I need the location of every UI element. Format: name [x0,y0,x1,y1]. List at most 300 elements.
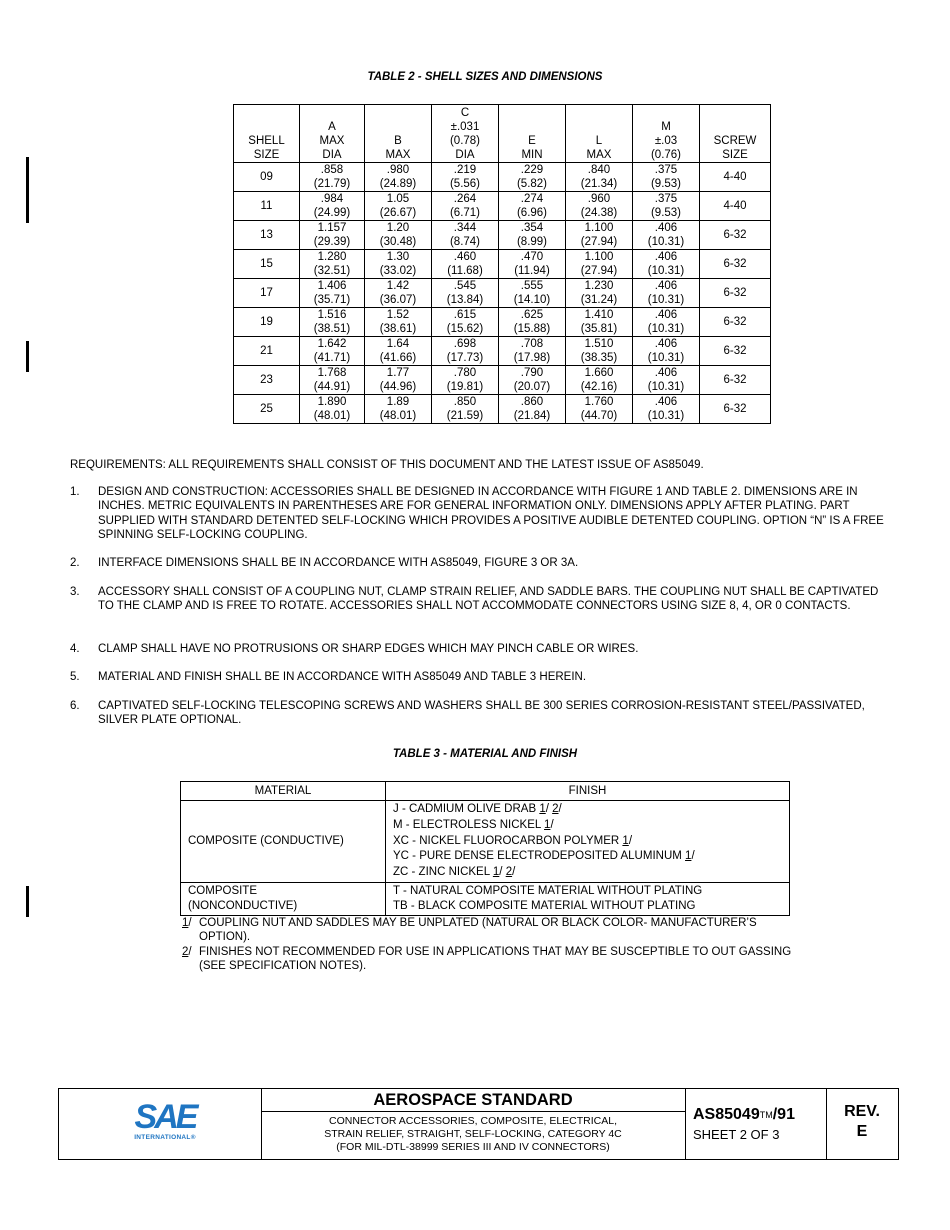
dimension-cell [432,308,499,337]
mm-value: (19.81) [446,381,484,393]
table2-col-header [499,105,566,163]
note-text: COUPLING NUT AND SADDLES MAY BE UNPLATED (NATURAL OR BLACK COLOR- MANUFACTURER’S OPTION). [199,917,757,944]
mm-value: (10.31) [647,236,685,248]
table-row [234,337,771,366]
note-ref: 2 [552,803,559,815]
screw-size-cell: 4-40 [700,163,771,192]
finish-line [393,849,788,865]
dimension-cell [300,337,365,366]
header-line: SIZE [722,149,748,161]
mm-value: (31.24) [580,294,618,306]
note-slash: / [188,917,192,929]
dimension-cell [499,308,566,337]
inch-value: 1.100 [584,251,614,263]
mm-value: (8.74) [449,236,481,248]
screw-size-cell: 6-32 [700,337,771,366]
requirement-item [70,699,890,728]
mm-value: (6.71) [449,207,481,219]
dimension-cell [365,366,432,395]
mm-value: (24.89) [379,178,417,190]
dimension-cell [566,279,633,308]
header-line: ±.03 [654,135,678,147]
dimension-cell [566,308,633,337]
requirement-item [70,670,890,684]
dimension-cell [432,279,499,308]
finish-text: XC - NICKEL FLUOROCARBON POLYMER [393,834,623,847]
inch-value: 1.642 [317,338,347,350]
nonconductive-finishes [386,882,790,915]
dimension-cell [499,337,566,366]
shell-sizes-table [233,104,771,424]
mm-value: (27.94) [580,236,618,248]
inch-value: .375 [654,193,678,205]
header-line: SHELL [248,135,285,147]
inch-value: .264 [453,193,477,205]
note-slash: / [499,866,506,879]
dimension-cell [633,366,700,395]
shell-size-cell: 09 [234,163,300,192]
dimension-cell [499,395,566,424]
mm-value: (14.10) [513,294,551,306]
registered-mark: ® [190,1134,196,1141]
mm-value: (48.01) [379,410,417,422]
mm-value: (21.34) [580,178,618,190]
table2-col-header [566,105,633,163]
inch-value: 1.890 [317,396,347,408]
change-bar [26,341,29,372]
title-block [58,1088,899,1160]
table-row [234,308,771,337]
mm-value: (10.31) [647,352,685,364]
dimension-cell [633,337,700,366]
table-note [180,945,800,974]
dimension-cell [633,279,700,308]
header-line: L [595,135,603,147]
material-finish-table [180,781,790,916]
shell-size-cell: 13 [234,221,300,250]
note-slash: / [691,850,695,863]
requirement-item [70,642,890,656]
mm-value: (10.31) [647,410,685,422]
requirement-text: ACCESSORY SHALL CONSIST OF A COUPLING NUT, CLAMP STRAIN RELIEF, AND SADDLE BARS. THE COUPLING NUT SHALL BE CAPTIVATED TO THE CLAMP AND IS FREE TO ROTATE. ACCESSORIES SHALL NOT ACCOMMODATE CONNECTORS USING SIZE 8, 4, OR 0 CONTACTS. [98,586,879,613]
inch-value: 1.64 [386,338,410,350]
header-line: SIZE [253,149,280,161]
finish-line: T - NATURAL COMPOSITE MATERIAL WITHOUT PLATING [393,884,703,897]
note-ref: 1 [492,866,500,879]
inch-value: 1.05 [386,193,410,205]
note-slash: / [558,803,562,815]
inch-value: .625 [520,309,544,321]
note-number: 1 [182,917,189,929]
dimension-cell [300,250,365,279]
desc-line1: CONNECTOR ACCESSORIES, COMPOSITE, ELECTRICAL, [328,1115,618,1127]
dimension-cell [633,221,700,250]
header-line: E [528,135,536,147]
dimension-cell [566,250,633,279]
inch-value: .960 [587,193,611,205]
inch-value: .375 [654,164,678,176]
inch-value: 1.510 [584,338,614,350]
change-bar [26,157,29,223]
table-row [234,192,771,221]
requirement-text: MATERIAL AND FINISH SHALL BE IN ACCORDANCE WITH AS85049 AND TABLE 3 HEREIN. [98,671,587,683]
revision-cell [826,1089,898,1159]
mm-value: (24.99) [313,207,351,219]
finish-text: J - CADMIUM OLIVE DRAB [393,803,540,815]
inch-value: .274 [520,193,544,205]
mm-value: (44.70) [580,410,618,422]
table2-col-header [432,105,499,163]
header-line: B [394,135,402,147]
inch-value: .780 [453,367,477,379]
inch-value: 1.52 [386,309,410,321]
table-row [234,163,771,192]
requirement-text: INTERFACE DIMENSIONS SHALL BE IN ACCORDANCE WITH AS85049, FIGURE 3 OR 3A. [98,557,579,569]
dimension-cell [432,395,499,424]
dimension-cell [432,366,499,395]
shell-size-cell: 25 [234,395,300,424]
material-header: MATERIAL [181,782,386,801]
mm-value: (38.35) [580,352,618,364]
inch-value: 1.30 [386,251,410,263]
dimension-cell [300,163,365,192]
note-slash: / [512,866,516,879]
inch-value: 1.100 [584,222,614,234]
finish-text: YC - PURE DENSE ELECTRODEPOSITED ALUMINUM [393,850,686,863]
inch-value: 1.89 [386,396,410,408]
note-ref: 1 [539,803,546,815]
mm-value: (38.61) [379,323,417,335]
change-bar [26,886,29,917]
dimension-cell [633,192,700,221]
mm-value: (29.39) [313,236,351,248]
doc-suffix: /91 [772,1106,795,1123]
inch-value: .406 [654,280,678,292]
requirements-intro: REQUIREMENTS: ALL REQUIREMENTS SHALL CONSIST OF THIS DOCUMENT AND THE LATEST ISSUE OF AS85049. [70,459,704,471]
header-line: (0.78) [449,135,481,147]
standard-title: AEROSPACE STANDARD [261,1089,685,1112]
mm-value: (6.96) [516,207,548,219]
doc-number-cell [685,1089,827,1159]
inch-value: 1.77 [386,367,410,379]
table2-caption: TABLE 2 - SHELL SIZES AND DIMENSIONS [367,71,603,83]
requirement-number: 2. [70,557,80,569]
note-number: 2 [182,945,189,958]
screw-size-cell: 6-32 [700,279,771,308]
inch-value: 1.410 [584,309,614,321]
shell-size-cell: 19 [234,308,300,337]
dimension-cell [300,366,365,395]
dimension-cell [365,250,432,279]
shell-size-cell: 23 [234,366,300,395]
mm-value: (30.48) [379,236,417,248]
material-nonconductive [181,882,386,915]
mm-value: (17.98) [513,352,551,364]
mm-value: (33.02) [379,265,417,277]
dimension-cell [566,337,633,366]
inch-value: .858 [320,164,344,176]
inch-value: .406 [654,396,678,408]
mm-value: (10.31) [647,323,685,335]
inch-value: .860 [520,396,544,408]
inch-value: 1.406 [317,280,347,292]
requirement-number: 5. [70,671,80,683]
dimension-cell [300,192,365,221]
inch-value: .406 [654,222,678,234]
dimension-cell [300,308,365,337]
mm-value: (21.59) [446,410,484,422]
requirement-number: 4. [70,643,80,655]
dimension-cell [432,337,499,366]
mm-value: (32.51) [313,265,351,277]
requirement-item [70,556,890,570]
note-slash: / [188,945,192,958]
note-marker [182,945,192,959]
inch-value: .406 [654,338,678,350]
dimension-cell [300,221,365,250]
dimension-cell [566,221,633,250]
requirement-item [70,585,890,614]
finish-text: M - ELECTROLESS NICKEL [393,818,545,831]
dimension-cell [566,163,633,192]
shell-size-cell: 11 [234,192,300,221]
dimension-cell [432,163,499,192]
desc-line3: (FOR MIL-DTL-38999 SERIES III AND IV CONNECTORS) [336,1141,610,1153]
requirement-text: CAPTIVATED SELF-LOCKING TELESCOPING SCREWS AND WASHERS SHALL BE 300 SERIES CORROSION-RESISTANT STEEL/PASSIVATED, SILVER PLATE OPTIONAL. [98,700,865,727]
header-line: DIA [455,149,475,161]
screw-size-cell: 6-32 [700,308,771,337]
mm-value: (10.31) [647,381,685,393]
material-nonconductive-line2: (NONCONDUCTIVE) [188,899,298,912]
mm-value: (5.82) [516,178,548,190]
dimension-cell [432,192,499,221]
inch-value: .980 [386,164,410,176]
table2-col-header [633,105,700,163]
note-ref: 1 [544,818,551,831]
dimension-cell [365,221,432,250]
mm-value: (11.94) [514,265,550,277]
screw-size-cell: 6-32 [700,395,771,424]
table-row [234,279,771,308]
table2-col-header [700,105,771,163]
mm-value: (15.62) [446,323,484,335]
dimension-cell [499,192,566,221]
header-line: ±.031 [450,121,480,133]
dimension-cell [365,279,432,308]
screw-size-cell: 6-32 [700,366,771,395]
mm-value: (26.67) [379,207,417,219]
inch-value: .460 [453,251,477,263]
inch-value: 1.157 [317,222,347,234]
title-cell [261,1089,686,1159]
rev-value: E [856,1123,868,1140]
header-line: C [460,107,470,119]
inch-value: .984 [320,193,344,205]
mm-value: (9.53) [650,207,682,219]
header-line: MAX [385,149,411,161]
note-marker [182,916,192,930]
note-slash: / [545,803,553,815]
inch-value: 1.660 [584,367,614,379]
dimension-cell [499,221,566,250]
header-line: MAX [319,135,345,147]
mm-value: (21.79) [313,178,351,190]
finish-line [393,802,788,818]
inch-value: .698 [453,338,477,350]
mm-value: (38.51) [313,323,351,335]
sae-logo-sub: INTERNATIONAL [134,1134,191,1141]
dimension-cell [365,308,432,337]
mm-value: (36.07) [379,294,417,306]
finish-line [393,818,788,834]
inch-value: 1.516 [317,309,347,321]
inch-value: .790 [520,367,544,379]
material-conductive: COMPOSITE (CONDUCTIVE) [181,801,386,883]
mm-value: (24.38) [580,207,618,219]
mm-value: (35.81) [580,323,618,335]
mm-value: (48.01) [313,410,351,422]
shell-size-cell: 17 [234,279,300,308]
mm-value: (44.96) [379,381,417,393]
dimension-cell [432,221,499,250]
inch-value: .840 [587,164,611,176]
sheet-number: SHEET 2 OF 3 [693,1127,780,1142]
mm-value: (42.16) [580,381,618,393]
trademark: TM [759,1110,773,1120]
inch-value: .344 [453,222,477,234]
inch-value: .219 [453,164,477,176]
inch-value: .545 [453,280,477,292]
inch-value: 1.280 [317,251,347,263]
requirement-text: CLAMP SHALL HAVE NO PROTRUSIONS OR SHARP EDGES WHICH MAY PINCH CABLE OR WIRES. [98,643,639,655]
mm-value: (10.31) [647,265,685,277]
mm-value: (21.84) [513,410,551,422]
rev-label: REV. [844,1103,880,1120]
mm-value: (13.84) [446,294,484,306]
dimension-cell [633,395,700,424]
mm-value: (10.31) [647,294,685,306]
mm-value: (41.66) [379,352,417,364]
table3-notes [180,916,800,973]
inch-value: 1.42 [386,280,410,292]
finish-line [393,834,788,850]
mm-value: (44.91) [313,381,351,393]
inch-value: .406 [654,309,678,321]
finish-line: TB - BLACK COMPOSITE MATERIAL WITHOUT PLATING [393,899,696,912]
dimension-cell [566,192,633,221]
dimension-cell [499,163,566,192]
requirement-text: DESIGN AND CONSTRUCTION: ACCESSORIES SHALL BE DESIGNED IN ACCORDANCE WITH FIGURE 1 AND TABLE 2. DIMENSIONS ARE IN INCHES. METRIC EQUIVALENTS IN PARENTHESES ARE FOR GENERAL INFORMATION ONLY. DIMENSIONS APPLY AFTER PLATING. PART SUPPLIED WITH STANDARD DETENTED SELF-LOCKING WHICH PROVIDES A POSITIVE AUDIBLE DETENTED COUPLING. OPTION “N” IS A FREE SPINNING SELF-LOCKING COUPLING. [98,486,884,541]
inch-value: 1.760 [584,396,614,408]
mm-value: (20.07) [513,381,551,393]
dimension-cell [432,250,499,279]
mm-value: (41.71) [313,352,351,364]
inch-value: .615 [453,309,477,321]
sae-logo-text: SAE [134,1098,196,1136]
inch-value: .708 [520,338,544,350]
mm-value: (11.68) [447,265,483,277]
mm-value: (17.73) [446,352,484,364]
inch-value: 1.230 [584,280,614,292]
dimension-cell [566,395,633,424]
finish-text: ZC - ZINC NICKEL [393,866,493,879]
mm-value: (8.99) [516,236,548,248]
inch-value: 1.768 [317,367,347,379]
table3-caption: TABLE 3 - MATERIAL AND FINISH [392,748,578,760]
requirement-number: 3. [70,586,80,598]
header-line: M [661,121,671,133]
dimension-cell [365,337,432,366]
table-row [234,395,771,424]
requirement-item [70,485,890,542]
conductive-finishes [386,801,790,883]
dimension-cell [499,279,566,308]
logo-cell [59,1089,262,1159]
shell-size-cell: 21 [234,337,300,366]
mm-value: (9.53) [650,178,682,190]
dimension-cell [365,192,432,221]
requirement-number: 6. [70,700,80,712]
dimension-cell [499,250,566,279]
note-ref: 1 [622,834,629,847]
table2-col-header [234,105,300,163]
header-line: A [328,121,336,133]
mm-value: (5.56) [449,178,481,190]
table2-col-header [365,105,432,163]
dimension-cell [300,395,365,424]
dimension-cell [499,366,566,395]
header-line: MIN [521,149,543,161]
sae-logo [125,1100,205,1142]
table2-col-header [300,105,365,163]
dimension-cell [633,163,700,192]
inch-value: .354 [520,222,544,234]
table-row [234,250,771,279]
mm-value: (15.88) [513,323,551,335]
finish-header: FINISH [386,782,790,801]
dimension-cell [566,366,633,395]
dimension-cell [365,163,432,192]
dimension-cell [633,308,700,337]
inch-value: .406 [654,367,678,379]
finish-line [393,865,788,881]
inch-value: .229 [520,164,544,176]
note-ref: 2 [505,866,513,879]
screw-size-cell: 6-32 [700,250,771,279]
mm-value: (27.94) [580,265,618,277]
material-nonconductive-line1: COMPOSITE [188,884,258,897]
header-line: DIA [322,149,342,161]
note-text: FINISHES NOT RECOMMENDED FOR USE IN APPLICATIONS THAT MAY BE SUSCEPTIBLE TO OUT GASSING (SEE SPECIFICATION NOTES). [199,945,792,972]
inch-value: .470 [520,251,544,263]
dimension-cell [633,250,700,279]
screw-size-cell: 4-40 [700,192,771,221]
header-line: (0.76) [650,149,682,161]
mm-value: (35.71) [313,294,351,306]
shell-size-cell: 15 [234,250,300,279]
inch-value: .555 [520,280,544,292]
table-row [234,366,771,395]
header-line: SCREW [713,135,757,147]
doc-number: AS85049 [693,1106,760,1123]
dimension-cell [300,279,365,308]
requirement-number: 1. [70,486,80,498]
inch-value: .406 [654,251,678,263]
table-row [234,221,771,250]
note-ref: 1 [685,850,692,863]
desc-line2: STRAIN RELIEF, STRAIGHT, SELF-LOCKING, CATEGORY 4C [324,1128,622,1140]
note-slash: / [550,818,554,831]
